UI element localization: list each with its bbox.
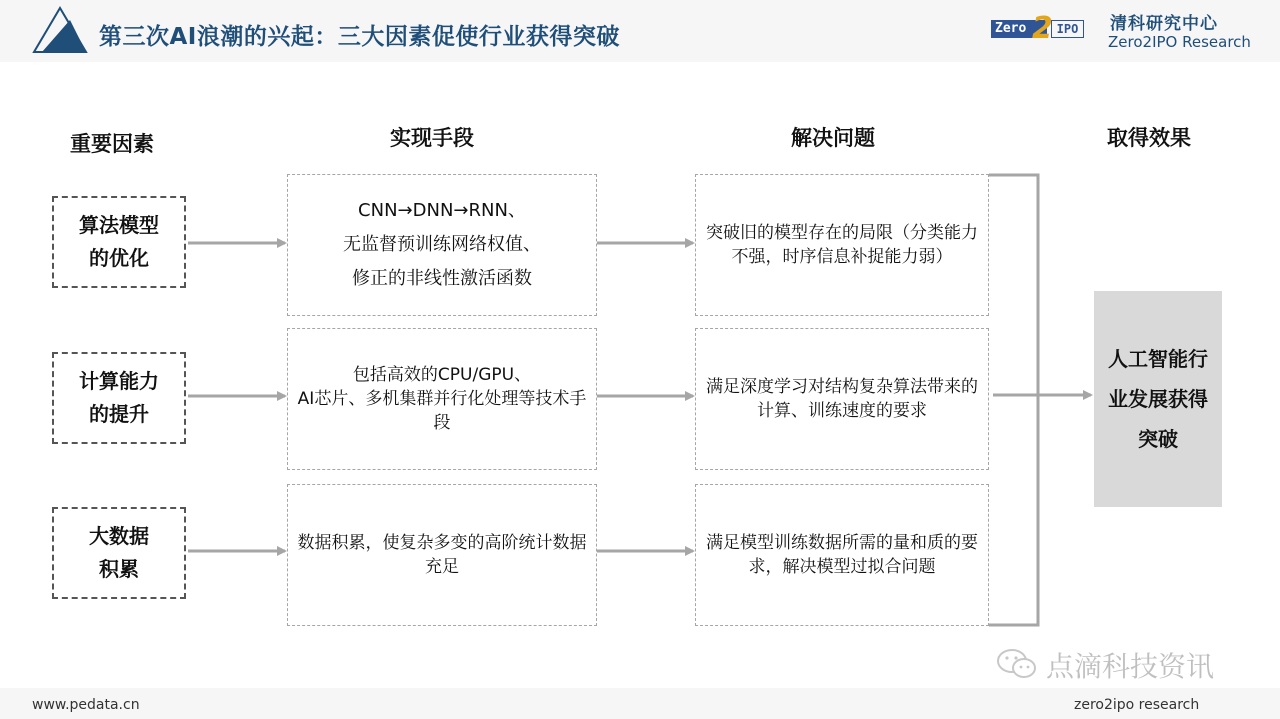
factor-box-compute: 计算能力 的提升 bbox=[52, 352, 186, 444]
factor-box-bigdata: 大数据 积累 bbox=[52, 507, 186, 599]
result-box: 人工智能行业发展获得突破 bbox=[1094, 291, 1222, 507]
column-heading-problems: 解决问题 bbox=[791, 126, 875, 150]
column-heading-factors: 重要因素 bbox=[70, 132, 154, 156]
problem-box-compute: 满足深度学习对结构复杂算法带来的计算、训练速度的要求 bbox=[695, 328, 989, 470]
column-heading-results: 取得效果 bbox=[1107, 126, 1191, 150]
means-box-algorithm: CNN→DNN→RNN、 无监督预训练网络权值、 修正的非线性激活函数 bbox=[287, 174, 597, 316]
footer-brand: zero2ipo research bbox=[1074, 697, 1200, 713]
means-box-compute: 包括高效的CPU/GPU、 AI芯片、多机集群并行化处理等技术手段 bbox=[287, 328, 597, 470]
org-name-en: Zero2IPO Research bbox=[1108, 33, 1251, 51]
problem-box-bigdata: 满足模型训练数据所需的量和质的要求，解决模型过拟合问题 bbox=[695, 484, 989, 626]
wechat-icon bbox=[996, 647, 1040, 681]
zero2ipo-logo: Zero 2 IPO bbox=[991, 16, 1085, 42]
column-heading-means: 实现手段 bbox=[390, 126, 474, 150]
problem-box-algorithm: 突破旧的模型存在的局限（分类能力不强，时序信息补捉能力弱） bbox=[695, 174, 989, 316]
watermark-text: 点滴科技资讯 bbox=[1046, 650, 1215, 683]
footer-website: www.pedata.cn bbox=[32, 697, 140, 713]
page-title: 第三次AI浪潮的兴起：三大因素促使行业获得突破 bbox=[99, 24, 620, 50]
means-box-bigdata: 数据积累，使复杂多变的高阶统计数据充足 bbox=[287, 484, 597, 626]
factor-box-algorithm: 算法模型 的优化 bbox=[52, 196, 186, 288]
org-name-cn: 清科研究中心 bbox=[1110, 14, 1218, 34]
bracket-connector bbox=[989, 175, 1038, 625]
